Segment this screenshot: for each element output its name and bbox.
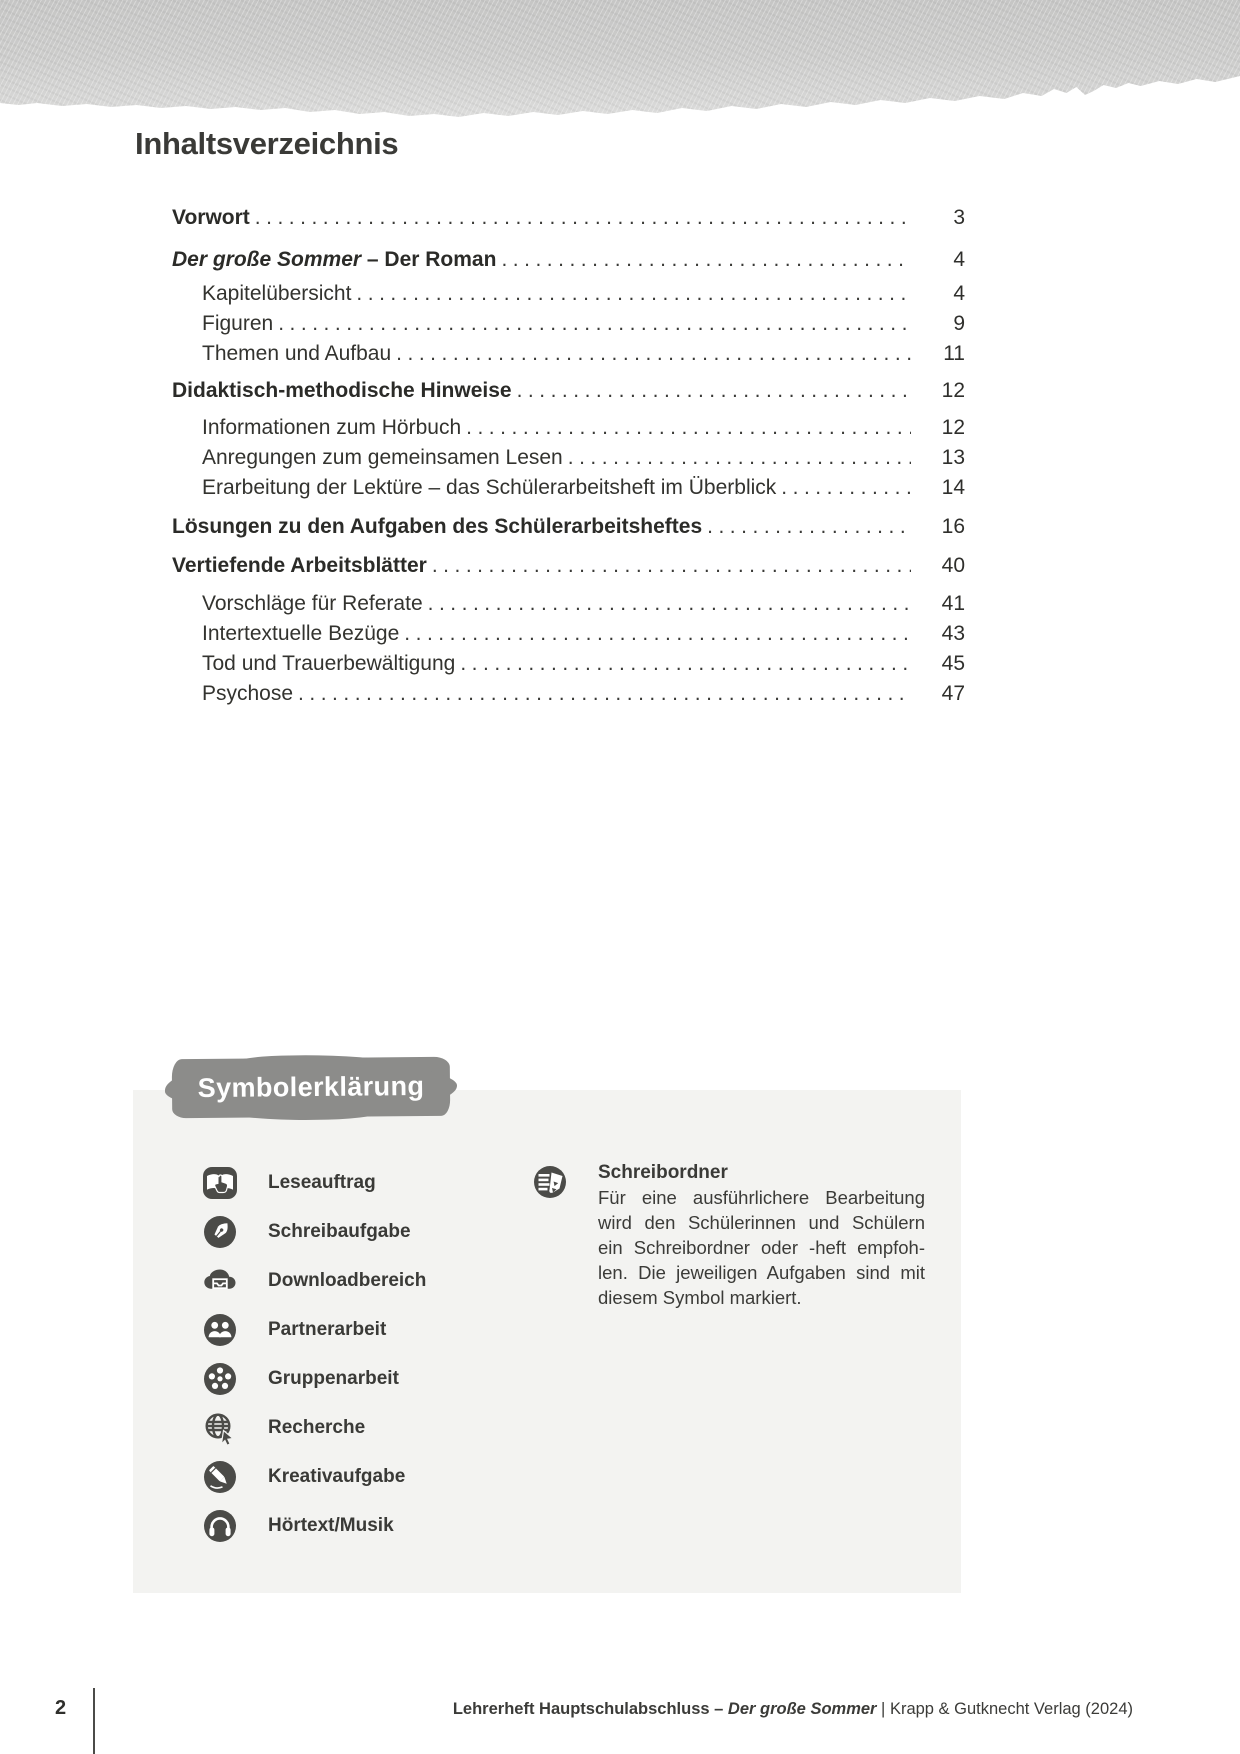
toc-entry-label-text: Vorschläge für Referate	[202, 592, 423, 615]
toc-leader-dots	[568, 443, 911, 473]
symbol-label: Downloadbereich	[268, 1270, 427, 1291]
symbol-legend-title: Symbolerklärung	[197, 1071, 425, 1103]
toc-row	[172, 512, 965, 542]
toc-leader-dots	[428, 589, 911, 619]
footer-publisher: Krapp & Gutknecht Verlag (2024)	[889, 1700, 1133, 1718]
partner-people-icon	[200, 1310, 240, 1350]
symbol-list-item	[200, 1408, 500, 1448]
toc-leader-dots	[781, 473, 911, 503]
toc-entry-label-text: Figuren	[202, 312, 274, 335]
toc-entry-label-text: Psychose	[202, 682, 294, 705]
symbol-note-body	[598, 1160, 925, 1310]
reading-book-hand-icon	[200, 1163, 240, 1203]
page-title: Inhaltsverzeichnis	[135, 126, 399, 161]
pen-nib-icon	[200, 1212, 240, 1252]
toc-page-number: 9	[953, 312, 965, 335]
toc-entry-label	[202, 279, 351, 309]
toc-entry-label	[202, 413, 461, 443]
symbol-label: Leseauftrag	[268, 1172, 376, 1193]
symbol-list-item	[200, 1310, 500, 1350]
toc-row	[172, 443, 965, 473]
torn-paper-header	[0, 0, 1240, 124]
toc-page-number: 12	[941, 416, 965, 439]
toc-entry-label	[202, 649, 455, 679]
toc-row	[172, 339, 965, 369]
toc-row	[172, 679, 965, 709]
toc-entry-label	[172, 245, 496, 275]
toc-entry-label	[172, 512, 702, 542]
toc-entry-label-text: Lösungen zu den Aufgaben des Schülerarbeitsheftes	[172, 515, 703, 538]
toc-entry-label-text: Erarbeitung der Lektüre – das Schülerarbeitsheft im Überblick	[202, 476, 777, 499]
creative-pencil-icon	[200, 1457, 240, 1497]
toc-page-number: 16	[941, 515, 965, 538]
toc-entry-label-text: Informationen zum Hörbuch	[202, 416, 462, 439]
toc-row	[172, 279, 965, 309]
toc-row	[172, 619, 965, 649]
table-of-contents	[172, 203, 965, 709]
toc-page-number: 14	[941, 476, 965, 499]
toc-entry-label-text: Anregungen zum gemeinsamen Lesen	[202, 446, 563, 469]
toc-leader-dots	[404, 619, 911, 649]
footer-divider-line	[93, 1688, 95, 1754]
footer-series-italic: Der große Sommer	[727, 1700, 877, 1718]
symbol-label: Partnerarbeit	[268, 1319, 387, 1340]
headphones-icon	[200, 1506, 240, 1546]
toc-row	[172, 551, 965, 581]
footer-page-number: 2	[55, 1697, 67, 1719]
symbol-label: Hörtext/Musik	[268, 1515, 394, 1536]
group-people-icon	[200, 1359, 240, 1399]
toc-entry-label-text: Intertextuelle Bezüge	[202, 622, 400, 645]
toc-entry-label-text: Themen und Aufbau	[202, 342, 392, 365]
toc-page-number: 4	[953, 282, 965, 305]
symbol-note-text: Für eine ausführlichere Bearbeitung wird den Schülerinnen und Schülern ein Schreibordner oder -heft empfohlen. Die jeweiligen Aufgaben sind mit diesem Symbol markiert.	[598, 1187, 925, 1308]
footer-separator: |	[876, 1700, 890, 1718]
toc-entry-label	[172, 376, 512, 406]
toc-leader-dots	[460, 649, 911, 679]
symbol-label: Recherche	[268, 1417, 366, 1438]
symbol-list-item	[200, 1506, 500, 1546]
toc-page-number: 45	[941, 652, 965, 675]
toc-leader-dots	[466, 413, 911, 443]
toc-page-number: 12	[941, 379, 965, 402]
toc-page-number: 41	[941, 592, 965, 615]
symbol-label: Gruppenarbeit	[268, 1368, 399, 1389]
symbol-note-title: Schreibordner	[598, 1162, 728, 1183]
toc-page-number: 13	[941, 446, 965, 469]
toc-leader-dots	[396, 339, 911, 369]
toc-leader-dots	[298, 679, 911, 709]
toc-entry-label	[202, 679, 293, 709]
toc-page-number: 43	[941, 622, 965, 645]
toc-leader-dots	[707, 512, 911, 542]
toc-leader-dots	[517, 376, 911, 406]
toc-entry-label-text: Kapitelübersicht	[202, 282, 352, 305]
toc-entry-label-text: Didaktisch-methodische Hinweise	[172, 379, 512, 402]
symbol-note	[530, 1160, 926, 1310]
symbol-list-item	[200, 1359, 500, 1399]
toc-row	[172, 413, 965, 443]
toc-row	[172, 376, 965, 406]
toc-page-number: 40	[941, 554, 965, 577]
research-globe-icon	[200, 1408, 240, 1448]
toc-leader-dots	[432, 551, 911, 581]
toc-row	[172, 589, 965, 619]
toc-leader-dots	[255, 203, 911, 233]
symbol-legend-badge	[172, 1057, 451, 1118]
toc-row	[172, 203, 965, 233]
footer-credit	[453, 1700, 1133, 1719]
symbol-label: Schreibaufgabe	[268, 1221, 411, 1242]
toc-row	[172, 473, 965, 503]
toc-entry-label	[202, 619, 399, 649]
toc-entry-label-text: – Der Roman	[361, 248, 497, 271]
toc-entry-label	[202, 339, 391, 369]
footer-series-bold: Lehrerheft Hauptschulabschluss –	[452, 1700, 728, 1718]
toc-leader-dots	[356, 279, 911, 309]
toc-entry-label	[202, 443, 563, 473]
symbol-list	[200, 1163, 500, 1555]
download-cloud-icon	[200, 1261, 240, 1301]
toc-page-number: 47	[941, 682, 965, 705]
toc-entry-label-text: Vorwort	[172, 206, 250, 229]
toc-page-number: 11	[943, 342, 965, 365]
toc-entry-label-text: Tod und Trauerbewältigung	[202, 652, 456, 675]
toc-row	[172, 309, 965, 339]
toc-entry-label	[202, 473, 776, 503]
toc-entry-label	[172, 203, 250, 233]
toc-row	[172, 245, 965, 275]
symbol-list-item	[200, 1457, 500, 1497]
toc-leader-dots	[278, 309, 911, 339]
symbol-list-item	[200, 1212, 500, 1252]
writing-folder-icon	[530, 1162, 570, 1202]
toc-page-number: 3	[953, 206, 965, 229]
toc-entry-label	[202, 589, 423, 619]
toc-leader-dots	[501, 245, 911, 275]
toc-row	[172, 649, 965, 679]
toc-entry-label-italic: Der große Sommer	[172, 248, 362, 271]
toc-entry-label-text: Vertiefende Arbeitsblätter	[172, 554, 427, 577]
toc-entry-label	[202, 309, 273, 339]
toc-page-number: 4	[953, 248, 965, 271]
symbol-list-item	[200, 1163, 500, 1203]
symbol-list-item	[200, 1261, 500, 1301]
toc-entry-label	[172, 551, 427, 581]
symbol-label: Kreativaufgabe	[268, 1466, 406, 1487]
